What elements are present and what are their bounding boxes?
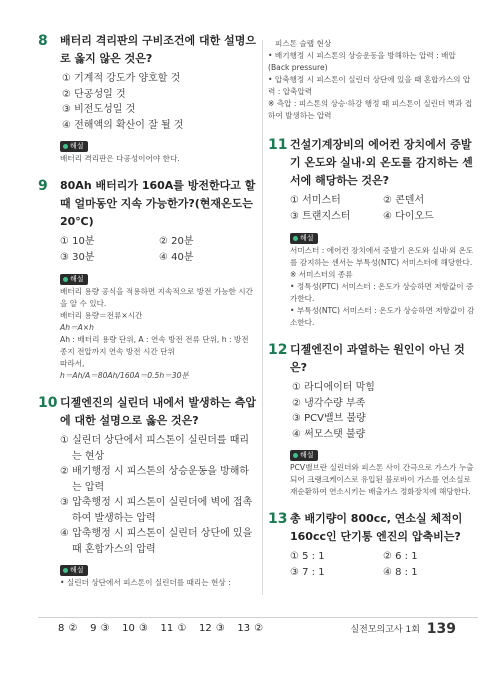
- explanation-line: 배터리 용량＝전류×시간: [60, 311, 143, 320]
- dot-icon: [293, 453, 298, 458]
- column-divider: [262, 40, 263, 595]
- question-text: 디젤엔진의 실린더 내에서 발생하는 측압에 대한 설명으로 옳은 것은?: [60, 396, 256, 427]
- option-3: ③ 트랜지스터: [290, 211, 351, 222]
- explanation-line: • 배기행정 시 피스톤의 상승운동을 방해하는 압력 : 배압(Back pressure): [268, 51, 456, 72]
- explanation-badge: 해설: [290, 233, 318, 244]
- option-3: ③ 비전도성일 것: [62, 104, 136, 115]
- right-column: [268, 38, 476, 593]
- option-4: ④ 8 : 1: [383, 567, 418, 578]
- question-10: [38, 394, 258, 589]
- question-number: 9: [38, 178, 48, 194]
- question-number: 10: [38, 395, 58, 411]
- option-1: ① 5 : 1: [290, 551, 325, 562]
- question-8: [38, 32, 258, 165]
- option-4: ④ 압축행정 시 피스톤이 실린더 상단에 있을 때 혼합가스의 압력: [60, 528, 253, 555]
- dot-icon: [293, 236, 298, 241]
- question-text: 배터리 격리판의 구비조건에 대한 설명으로 옳지 않은 것은?: [60, 34, 256, 65]
- question-9: [38, 177, 258, 382]
- option-4: ④ 써모스탯 불량: [292, 428, 366, 440]
- option-3: ③ 30분: [60, 252, 95, 263]
- option-4: ④ 40분: [159, 252, 194, 263]
- formula: Ah＝A×h: [60, 323, 94, 332]
- answer-key: [58, 623, 263, 634]
- page-number: 139: [426, 621, 456, 637]
- question-12: [268, 341, 476, 498]
- answer-item: 12 ③: [198, 623, 225, 634]
- question-number: 12: [268, 342, 288, 358]
- explanation-badge: 해설: [290, 450, 318, 461]
- option-3: ③ 7 : 1: [290, 567, 325, 578]
- page-label: 실전모의고사 1회: [350, 625, 420, 635]
- explanation-line: • 정특성(PTC) 서미스터 : 온도가 상승하면 저항값이 증가한다.: [290, 282, 474, 303]
- question-number: 11: [268, 137, 288, 153]
- explanation-line: • 압축행정 시 피스톤이 실린더 상단에 있을 때 혼합가스의 압력 : 압축압력: [268, 75, 471, 96]
- explanation-badge: 해설: [60, 141, 88, 152]
- dot-icon: [63, 277, 68, 282]
- dot-icon: [63, 568, 68, 573]
- explanation-badge: 해설: [60, 565, 88, 576]
- option-2: ② 20분: [159, 236, 194, 247]
- option-2: ② 단공성일 것: [62, 88, 126, 100]
- dot-icon: [63, 144, 68, 149]
- answer-item: 13 ②: [237, 623, 264, 634]
- question-text: 디젤엔진이 과열하는 원인이 아닌 것은?: [290, 343, 465, 374]
- explanation-line: • 실린더 상단에서 피스톤이 실린더를 때리는 현상 :: [60, 578, 231, 587]
- explanation-line: ※ 측압 : 피스톤의 상승·하강 행정 때 피스톤이 실린더 벽과 접하여 발생하는 압력: [268, 99, 473, 120]
- page-info: [350, 621, 456, 637]
- explanation-line: 서미스터 : 에어컨 장치에서 증발기 온도와 실내·외 온도를 감지하는 센서는 부특성(NTC) 서미스터에 해당한다.: [290, 246, 474, 267]
- explanation-line: 따라서,: [60, 359, 85, 368]
- question-number: 8: [38, 33, 48, 49]
- answer-item: 11 ①: [160, 623, 187, 634]
- formula: h＝Ah/A＝80Ah/160A＝0.5h＝30분: [60, 371, 189, 380]
- question-13: [268, 510, 476, 581]
- explanation-line: • 부특성(NTC) 서미스터 : 온도가 상승하면 저항값이 감소한다.: [290, 306, 475, 327]
- option-1: ① 기계적 강도가 양호할 것: [62, 73, 181, 84]
- option-4: ④ 다이오드: [383, 211, 434, 222]
- option-4: ④ 전해액의 확산이 잘 될 것: [62, 119, 184, 131]
- left-column: [38, 32, 258, 601]
- footer-rule: [38, 617, 478, 618]
- explanation-line: 피스톤 슬랩 현상: [275, 39, 332, 48]
- answer-item: 10 ③: [122, 623, 148, 634]
- question-text: 건설기계장비의 에어컨 장치에서 증발기 온도와 실내·외 온도를 감지하는 센서에 해당하는 것은?: [290, 138, 473, 187]
- explanation-line: Ah : 배터리 용량 단위, A : 연속 방전 전류 단위, h : 방전 종지 전압까지 연속 방전 시간 단위: [60, 335, 249, 356]
- answer-item: 8 ②: [58, 623, 78, 634]
- question-text: 80Ah 배터리가 160A를 방전한다고 할 때 얼마동안 지속 가능한가?(현재온도는 20℃): [60, 179, 256, 228]
- answer-item: 9 ③: [90, 623, 110, 634]
- option-2: ② 냉각수량 부족: [292, 397, 366, 409]
- question-number: 13: [268, 511, 288, 527]
- option-3: ③ 압축행정 시 피스톤이 실린더에 벽에 접촉하여 발생하는 압력: [60, 497, 253, 524]
- explanation-line: PCV밸브란 실린더와 피스톤 사이 간극으로 가스가 누출되어 크랭크케이스로 유입된 블로바이 가스를 연소실로 재순환하여 연소시키는 배출가스 정화장치에 해당한다.: [290, 463, 474, 496]
- option-1: ① 라디에이터 막힘: [292, 382, 375, 393]
- explanation-line: 배터리 용량 공식을 적용하면 지속적으로 방전 가능한 시간을 알 수 있다.: [60, 287, 253, 308]
- option-3: ③ PCV밸브 불량: [292, 413, 366, 424]
- option-2: ② 콘덴서: [383, 195, 425, 206]
- explanation-badge: 해설: [60, 274, 88, 285]
- option-2: ② 6 : 1: [383, 551, 418, 562]
- option-2: ② 배기행정 시 피스톤의 상승운동을 방해하는 압력: [60, 466, 250, 493]
- option-1: ① 실린더 상단에서 피스톤이 실린더를 때리는 현상: [60, 435, 250, 462]
- question-10-explanation-continued: [268, 38, 476, 122]
- question-11: [268, 136, 476, 329]
- question-text: 총 배기량이 800cc, 연소실 체적이 160cc인 단기통 엔진의 압축비는?: [290, 512, 463, 543]
- explanation-text: 배터리 격리판은 다공성이어야 한다.: [60, 154, 180, 163]
- option-1: ① 10분: [60, 236, 95, 247]
- option-1: ① 서미스터: [290, 195, 341, 206]
- explanation-line: ※ 서미스터의 종류: [290, 270, 353, 279]
